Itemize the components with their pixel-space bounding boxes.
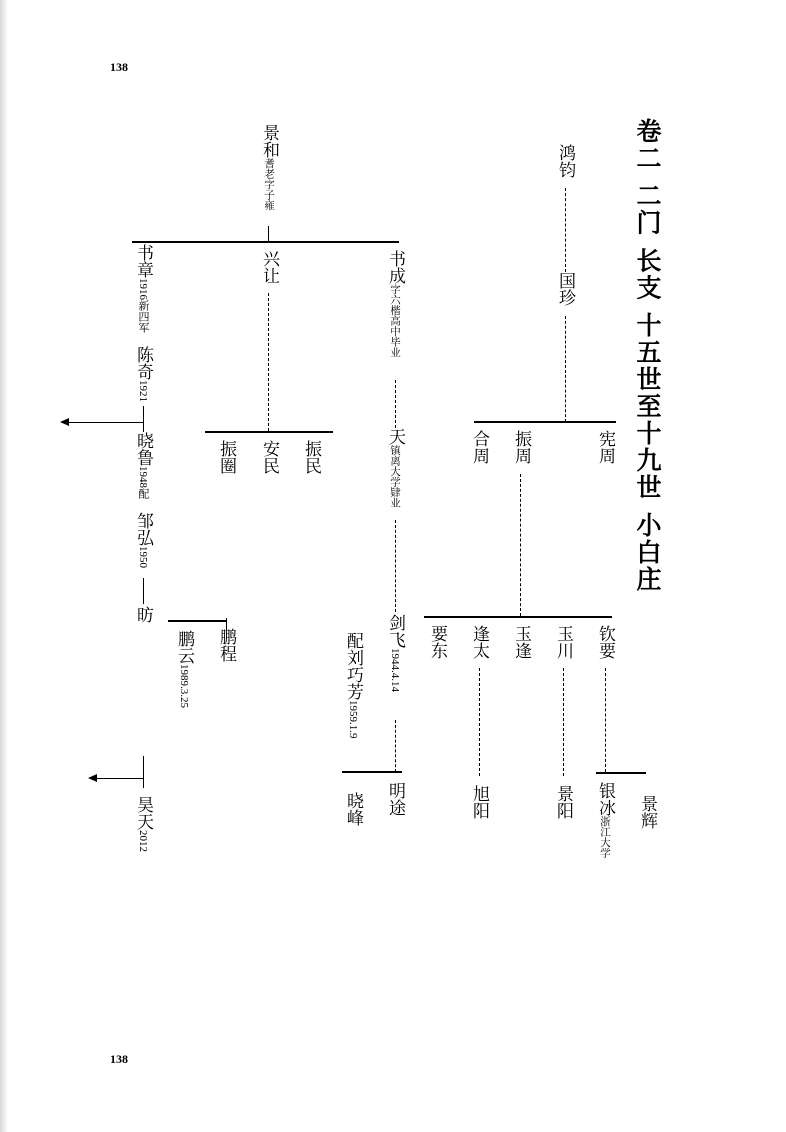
lineage-line <box>520 474 521 616</box>
person-guozhen: 国珍 <box>555 272 575 306</box>
connector-line <box>143 578 144 604</box>
person-liuqiaofang: 配刘巧芳1959.1.9 <box>343 632 363 739</box>
person-chenqi: 陈奇1921 <box>133 346 153 402</box>
generation-bar <box>342 771 402 773</box>
person-xuyang: 旭阳 <box>469 785 489 819</box>
page-number-top: 138 <box>110 60 128 74</box>
person-zhenzhou: 振周 <box>511 430 531 464</box>
generation-bar <box>132 241 399 243</box>
person-pengcheng: 鹏程 <box>216 628 236 662</box>
person-xiaolu: 晓鲁1948配 <box>133 432 153 499</box>
lineage-line <box>395 520 396 612</box>
lineage-line <box>395 720 396 772</box>
person-xianzhou: 宪周 <box>595 430 615 464</box>
page-edge-shadow <box>0 0 8 1132</box>
person-shucheng: 书成字六楷高中毕业 <box>385 250 405 358</box>
person-pengyun: 鹏云1989.3.25 <box>174 630 194 708</box>
page-title: 卷二 二门 长支 十五世至十九世 小白庄 <box>633 118 662 593</box>
connector-line <box>143 406 144 432</box>
lineage-line <box>479 668 480 776</box>
person-qinyao: 钦要 <box>595 625 615 659</box>
person-haotian: 昊天2012 <box>133 796 153 852</box>
generation-bar <box>474 421 616 423</box>
lineage-line <box>565 188 566 272</box>
person-hongjun: 鸿钧 <box>555 144 575 178</box>
person-zhenmin: 振民 <box>301 440 321 474</box>
lineage-line <box>395 380 396 428</box>
person-yinbing: 银冰浙江大学 <box>595 782 615 858</box>
person-tian: 天镇离大学肄业 <box>385 428 405 508</box>
person-jinghe: 景和耆老字子雍 <box>259 124 279 211</box>
person-jianfei: 剑飞1944.4.14 <box>385 614 405 692</box>
person-yuchuan: 玉川 <box>553 625 573 659</box>
person-yufeng: 玉逢 <box>511 625 531 659</box>
person-yaodong: 要东 <box>427 625 447 659</box>
generation-bar <box>168 620 226 622</box>
lineage-line <box>565 316 566 422</box>
person-hezhou: 合周 <box>469 430 489 464</box>
person-zouhong: 邹弘1950 <box>133 512 153 568</box>
lineage-line <box>605 668 606 772</box>
person-xingrang: 兴让 <box>259 250 279 284</box>
arrow-left <box>62 422 144 423</box>
person-zhenquan: 振圈 <box>216 440 236 474</box>
person-anmin: 安民 <box>259 440 279 474</box>
person-jingyang: 景阳 <box>553 785 573 819</box>
generation-bar <box>205 431 333 433</box>
lineage-line <box>268 293 269 431</box>
person-xiaofeng: 晓峰 <box>343 792 363 826</box>
page-number-bottom: 138 <box>110 1052 128 1066</box>
person-mingtu: 明途 <box>385 782 405 816</box>
lineage-line <box>563 668 564 776</box>
person-shuzhang: 书章1916新四军 <box>133 244 153 333</box>
person-fengtai: 逢太 <box>469 625 489 659</box>
connector-line <box>143 756 144 788</box>
person-jinghui: 景辉 <box>637 795 657 829</box>
connector-line <box>268 226 269 242</box>
arrow-left <box>90 778 144 779</box>
generation-bar <box>596 772 646 774</box>
generation-bar <box>424 616 612 618</box>
person-fang: 昉 <box>133 606 153 623</box>
